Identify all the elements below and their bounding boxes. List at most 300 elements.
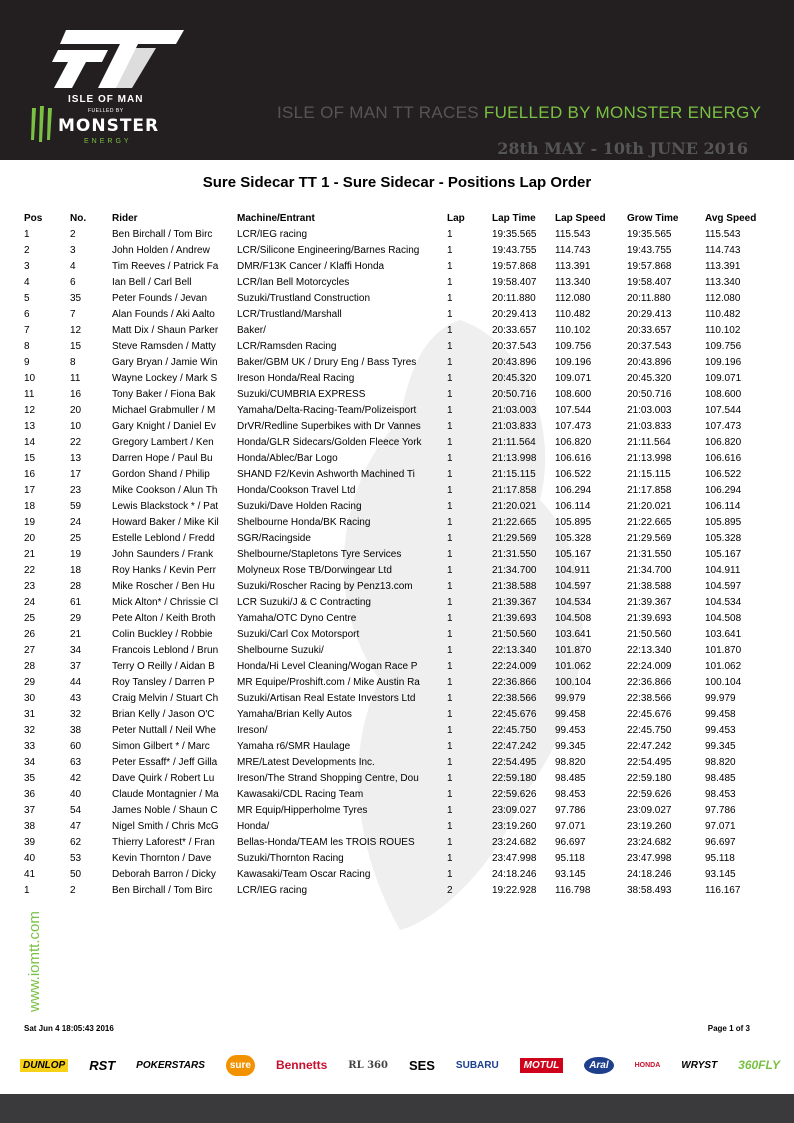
rider-cell: John Saunders / Frank [112,548,214,560]
rider-cell: Roy Tansley / Darren P [112,676,215,688]
lap-time-cell: 21:03.833 [492,420,537,432]
pos-cell: 30 [24,692,36,704]
lap-speed-cell: 109.756 [555,340,592,352]
table-row [24,674,772,690]
grow-time-cell: 21:17.858 [627,484,672,496]
no-cell: 63 [70,756,82,768]
avg-speed-cell: 108.600 [705,388,742,400]
lap-time-cell: 20:11.880 [492,292,536,304]
pos-cell: 1 [24,884,30,896]
website-url[interactable]: www.iomtt.com [26,911,43,1012]
rider-cell: Roy Hanks / Kevin Perr [112,564,216,576]
avg-speed-cell: 105.895 [705,516,742,528]
lap-time-cell: 19:43.755 [492,244,537,256]
machine-cell: Yamaha r6/SMR Haulage [237,740,351,752]
grow-time-cell: 21:29.569 [627,532,672,544]
lap-time-cell: 22:47.242 [492,740,537,752]
grow-time-cell: 38:58.493 [627,884,672,896]
lap-cell: 1 [447,340,453,352]
lap-time-cell: 23:47.998 [492,852,537,864]
pos-cell: 38 [24,820,36,832]
table-row [24,338,772,354]
lap-time-cell: 21:31.550 [492,548,537,560]
machine-cell: Bellas-Honda/TEAM les TROIS ROUES [237,836,415,848]
rider-cell: Mike Cookson / Alun Th [112,484,218,496]
pos-cell: 29 [24,676,36,688]
lap-cell: 1 [447,772,453,784]
rider-cell: Steve Ramsden / Matty [112,340,216,352]
lap-time-cell: 21:17.858 [492,484,537,496]
lap-cell: 1 [447,596,453,608]
no-cell: 43 [70,692,82,704]
avg-speed-cell: 105.328 [705,532,742,544]
no-cell: 54 [70,804,82,816]
lap-cell: 1 [447,628,453,640]
machine-cell: LCR/Silicone Engineering/Barnes Racing [237,244,420,256]
avg-speed-cell: 104.508 [705,612,742,624]
machine-cell: Suzuki/Dave Holden Racing [237,500,362,512]
no-cell: 62 [70,836,82,848]
avg-speed-cell: 104.911 [705,564,741,576]
rider-cell: Peter Founds / Jevan [112,292,208,304]
pos-cell: 34 [24,756,36,768]
lap-cell: 1 [447,356,453,368]
avg-speed-cell: 101.062 [705,660,742,672]
table-row [24,626,772,642]
grow-time-cell: 21:39.367 [627,596,672,608]
table-row [24,530,772,546]
lap-time-cell: 20:29.413 [492,308,537,320]
rider-cell: Pete Alton / Keith Broth [112,612,216,624]
rider-cell: Darren Hope / Paul Bu [112,452,213,464]
rider-cell: Mike Roscher / Ben Hu [112,580,215,592]
machine-cell: MR Equip/Hipperholme Tyres [237,804,368,816]
no-cell: 34 [70,644,82,656]
lap-cell: 1 [447,580,453,592]
avg-speed-cell: 100.104 [705,676,742,688]
rider-cell: Brian Kelly / Jason O'C [112,708,215,720]
tagline-accent: FUELLED BY MONSTER ENERGY [483,103,762,122]
machine-cell: Yamaha/Delta-Racing-Team/Polizeisport [237,404,417,416]
no-cell: 2 [70,228,76,240]
grow-time-cell: 21:11.564 [627,436,671,448]
print-timestamp: Sat Jun 4 18:05:43 2016 [24,1024,114,1033]
grow-time-cell: 21:31.550 [627,548,672,560]
lap-speed-cell: 115.543 [555,228,591,240]
lap-speed-cell: 110.482 [555,308,591,320]
lap-time-cell: 21:20.021 [492,500,537,512]
grow-time-cell: 24:18.246 [627,868,672,880]
table-row [24,722,772,738]
lap-time-cell: 22:45.750 [492,724,537,736]
machine-cell: SHAND F2/Kevin Ashworth Machined Ti [237,468,415,480]
rider-cell: Estelle Leblond / Fredd [112,532,215,544]
avg-speed-cell: 109.196 [705,356,742,368]
table-row [24,706,772,722]
lap-speed-cell: 105.895 [555,516,592,528]
machine-cell: MR Equipe/Proshift.com / Mike Austin Ra [237,676,420,688]
no-cell: 32 [70,708,82,720]
rider-cell: Craig Melvin / Stuart Ch [112,692,219,704]
table-row [24,882,772,898]
grow-time-cell: 20:50.716 [627,388,672,400]
rider-cell: Tony Baker / Fiona Bak [112,388,216,400]
rider-cell: Michael Grabmuller / M [112,404,216,416]
grow-time-cell: 21:13.998 [627,452,672,464]
lap-cell: 1 [447,308,453,320]
avg-speed-cell: 99.979 [705,692,736,704]
lap-time-cell: 22:13.340 [492,644,537,656]
lap-time-cell: 19:22.928 [492,884,537,896]
no-cell: 29 [70,612,82,624]
avg-speed-cell: 99.458 [705,708,736,720]
grow-time-cell: 20:43.896 [627,356,672,368]
lap-cell: 1 [447,500,453,512]
rider-cell: Tim Reeves / Patrick Fa [112,260,219,272]
pos-cell: 35 [24,772,36,784]
rider-cell: Deborah Barron / Dicky [112,868,216,880]
grow-time-cell: 21:03.833 [627,420,672,432]
avg-speed-cell: 107.544 [705,404,742,416]
avg-speed-cell: 107.473 [705,420,742,432]
lap-cell: 1 [447,468,453,480]
lap-time-cell: 19:58.407 [492,276,537,288]
lap-cell: 1 [447,804,453,816]
lap-cell: 1 [447,436,453,448]
rider-cell: James Noble / Shaun C [112,804,218,816]
lap-speed-cell: 112.080 [555,292,591,304]
grow-time-cell: 23:47.998 [627,852,672,864]
lap-time-cell: 20:37.543 [492,340,537,352]
logo-monster: MONSTER [58,116,160,136]
pos-cell: 31 [24,708,36,720]
machine-cell: LCR/Trustland/Marshall [237,308,342,320]
table-row [24,306,772,322]
lap-cell: 2 [447,884,453,896]
pos-cell: 7 [24,324,30,336]
lap-speed-cell: 98.820 [555,756,586,768]
lap-time-cell: 22:45.676 [492,708,537,720]
rider-cell: John Holden / Andrew [112,244,210,256]
machine-cell: Shelbourne Suzuki/ [237,644,324,656]
rider-cell: Gordon Shand / Philip [112,468,210,480]
no-cell: 60 [70,740,82,752]
grow-time-cell: 22:24.009 [627,660,672,672]
col-pos: Pos [24,213,43,224]
lap-time-cell: 21:39.367 [492,596,537,608]
lap-time-cell: 20:43.896 [492,356,537,368]
lap-cell: 1 [447,644,453,656]
table-row [24,850,772,866]
sponsor-honda: HONDA [634,1061,661,1069]
grow-time-cell: 21:39.693 [627,612,672,624]
avg-speed-cell: 104.597 [705,580,742,592]
rider-cell: Howard Baker / Mike Kil [112,516,219,528]
machine-cell: Suzuki/Trustland Construction [237,292,371,304]
lap-cell: 1 [447,660,453,672]
table-row [24,658,772,674]
grow-time-cell: 22:59.626 [627,788,672,800]
machine-cell: Shelbourne Honda/BK Racing [237,516,371,528]
table-row [24,242,772,258]
lap-speed-cell: 105.328 [555,532,592,544]
lap-time-cell: 24:18.246 [492,868,537,880]
lap-cell: 1 [447,388,453,400]
avg-speed-cell: 116.167 [705,884,741,896]
lap-cell: 1 [447,372,453,384]
grow-time-cell: 22:59.180 [627,772,672,784]
pos-cell: 32 [24,724,36,736]
rider-cell: Wayne Lockey / Mark S [112,372,218,384]
pos-cell: 40 [24,852,36,864]
no-cell: 7 [70,308,76,320]
no-cell: 11 [70,372,81,384]
avg-speed-cell: 110.482 [705,308,741,320]
no-cell: 61 [70,596,82,608]
sponsor-aral: Aral [584,1057,613,1074]
rider-cell: Gary Knight / Daniel Ev [112,420,216,432]
table-row [24,402,772,418]
col-avg-speed: Avg Speed [705,213,757,224]
machine-cell: Baker/ [237,324,266,336]
no-cell: 3 [70,244,76,256]
machine-cell: Honda/GLR Sidecars/Golden Fleece York [237,436,422,448]
lap-speed-cell: 109.071 [555,372,592,384]
no-cell: 17 [70,468,82,480]
col-lap-time: Lap Time [492,213,536,224]
machine-cell: LCR/Ramsden Racing [237,340,337,352]
no-cell: 50 [70,868,82,880]
grow-time-cell: 20:37.543 [627,340,672,352]
lap-time-cell: 21:39.693 [492,612,537,624]
no-cell: 22 [70,436,82,448]
col-rider: Rider [112,213,138,224]
lap-speed-cell: 95.118 [555,852,585,864]
sponsor-ses: SES [408,1057,435,1073]
avg-speed-cell: 113.340 [705,276,741,288]
pos-cell: 28 [24,660,36,672]
event-tagline [277,103,761,123]
sponsor-360fly: 360FLY [738,1058,780,1072]
tt-logo-icon [46,26,186,92]
col-no: No. [70,213,87,224]
pos-cell: 20 [24,532,36,544]
lap-speed-cell: 106.114 [555,500,591,512]
machine-cell: Molyneux Rose TB/Dorwingear Ltd [237,564,392,576]
no-cell: 4 [70,260,76,272]
pos-cell: 22 [24,564,36,576]
avg-speed-cell: 104.534 [705,596,742,608]
pos-cell: 26 [24,628,36,640]
pos-cell: 41 [24,868,36,880]
pos-cell: 27 [24,644,36,656]
lap-cell: 1 [447,324,453,336]
lap-speed-cell: 101.062 [555,660,592,672]
avg-speed-cell: 106.820 [705,436,742,448]
table-row [24,610,772,626]
machine-cell: Honda/ [237,820,270,832]
machine-cell: LCR/IEG racing [237,884,308,896]
avg-speed-cell: 106.294 [705,484,742,496]
pos-cell: 36 [24,788,36,800]
pos-cell: 3 [24,260,30,272]
pos-cell: 11 [24,388,35,400]
machine-cell: LCR Suzuki/J & C Contracting [237,596,371,608]
lap-time-cell: 20:45.320 [492,372,537,384]
lap-time-cell: 20:33.657 [492,324,537,336]
lap-speed-cell: 106.522 [555,468,592,480]
lap-speed-cell: 107.473 [555,420,592,432]
col-lap-speed: Lap Speed [555,213,606,224]
table-row [24,418,772,434]
rider-cell: Simon Gilbert * / Marc [112,740,210,752]
lap-speed-cell: 103.641 [555,628,592,640]
lap-speed-cell: 97.071 [555,820,586,832]
pos-cell: 17 [24,484,36,496]
machine-cell: MRE/Latest Developments Inc. [237,756,375,768]
machine-cell: Suzuki/Carl Cox Motorsport [237,628,360,640]
lap-time-cell: 23:09.027 [492,804,537,816]
no-cell: 35 [70,292,82,304]
rider-cell: Alan Founds / Aki Aalto [112,308,215,320]
no-cell: 6 [70,276,76,288]
logo-isle-of-man: ISLE OF MAN [68,94,144,105]
table-row [24,322,772,338]
lap-time-cell: 22:24.009 [492,660,537,672]
table-row [24,834,772,850]
machine-cell: DMR/F13K Cancer / Klaffi Honda [237,260,385,272]
lap-cell: 1 [447,420,453,432]
table-row [24,450,772,466]
grow-time-cell: 23:09.027 [627,804,672,816]
lap-speed-cell: 99.453 [555,724,586,736]
lap-time-cell: 19:57.868 [492,260,537,272]
no-cell: 12 [70,324,82,336]
pos-cell: 4 [24,276,30,288]
lap-time-cell: 22:59.180 [492,772,537,784]
lap-speed-cell: 99.345 [555,740,586,752]
pos-cell: 5 [24,292,30,304]
sponsor-bennetts: Bennetts [275,1058,328,1072]
avg-speed-cell: 115.543 [705,228,741,240]
no-cell: 20 [70,404,82,416]
machine-cell: Ireson Honda/Real Racing [237,372,355,384]
lap-speed-cell: 93.145 [555,868,586,880]
tt-logo [18,18,198,145]
lap-speed-cell: 98.453 [555,788,586,800]
lap-cell: 1 [447,612,453,624]
no-cell: 19 [70,548,82,560]
lap-cell: 1 [447,260,453,272]
grow-time-cell: 20:11.880 [627,292,671,304]
table-row [24,482,772,498]
lap-time-cell: 23:24.682 [492,836,537,848]
table-row [24,818,772,834]
lap-time-cell: 21:22.665 [492,516,537,528]
lap-cell: 1 [447,724,453,736]
no-cell: 18 [70,564,82,576]
sponsor-wryst: WRYST [681,1059,718,1071]
col-grow-time: Grow Time [627,213,679,224]
pos-cell: 6 [24,308,30,320]
lap-cell: 1 [447,452,453,464]
pos-cell: 8 [24,340,30,352]
lap-speed-cell: 113.391 [555,260,591,272]
avg-speed-cell: 106.616 [705,452,742,464]
avg-speed-cell: 101.870 [705,644,742,656]
rider-cell: Lewis Blackstock * / Pat [112,500,219,512]
lap-time-cell: 22:36.866 [492,676,537,688]
avg-speed-cell: 99.345 [705,740,736,752]
no-cell: 37 [70,660,82,672]
no-cell: 2 [70,884,76,896]
pos-cell: 19 [24,516,36,528]
rider-cell: Peter Nuttall / Neil Whe [112,724,216,736]
grow-time-cell: 21:22.665 [627,516,672,528]
lap-cell: 1 [447,836,453,848]
tagline-main: ISLE OF MAN TT RACES [277,103,484,122]
lap-speed-cell: 104.911 [555,564,591,576]
lap-cell: 1 [447,244,453,256]
pos-cell: 12 [24,404,36,416]
table-row [24,642,772,658]
pos-cell: 33 [24,740,36,752]
avg-speed-cell: 97.071 [705,820,736,832]
avg-speed-cell: 97.786 [705,804,736,816]
sponsor-motul: MOTUL [520,1058,564,1073]
pos-cell: 14 [24,436,36,448]
sponsor-pokerstars: POKERSTARS [136,1059,205,1071]
table-row [24,690,772,706]
pos-cell: 10 [24,372,36,384]
lap-speed-cell: 113.340 [555,276,591,288]
rider-cell: Terry O Reilly / Aidan B [112,660,215,672]
rider-cell: Mick Alton* / Chrissie Cl [112,596,219,608]
pos-cell: 39 [24,836,36,848]
no-cell: 24 [70,516,82,528]
no-cell: 40 [70,788,82,800]
lap-speed-cell: 96.697 [555,836,586,848]
machine-cell: Yamaha/OTC Dyno Centre [237,612,357,624]
avg-speed-cell: 112.080 [705,292,741,304]
col-lap: Lap [447,213,465,224]
rider-cell: Peter Essaff* / Jeff Gilla [112,756,218,768]
lap-speed-cell: 106.616 [555,452,592,464]
lap-cell: 1 [447,292,453,304]
table-row [24,354,772,370]
avg-speed-cell: 110.102 [705,324,741,336]
avg-speed-cell: 93.145 [705,868,736,880]
no-cell: 8 [70,356,76,368]
lap-speed-cell: 109.196 [555,356,592,368]
table-row [24,466,772,482]
table-row [24,802,772,818]
avg-speed-cell: 105.167 [705,548,742,560]
machine-cell: Ireson/The Strand Shopping Centre, Dou [237,772,419,784]
table-row [24,866,772,882]
page-number: Page 1 of 3 [707,1024,750,1033]
table-row [24,786,772,802]
rider-cell: Ben Birchall / Tom Birc [112,884,213,896]
pos-cell: 16 [24,468,36,480]
no-cell: 10 [70,420,82,432]
avg-speed-cell: 109.756 [705,340,742,352]
lap-cell: 1 [447,404,453,416]
table-row [24,578,772,594]
lap-speed-cell: 97.786 [555,804,586,816]
lap-speed-cell: 116.798 [555,884,591,896]
avg-speed-cell: 109.071 [705,372,742,384]
